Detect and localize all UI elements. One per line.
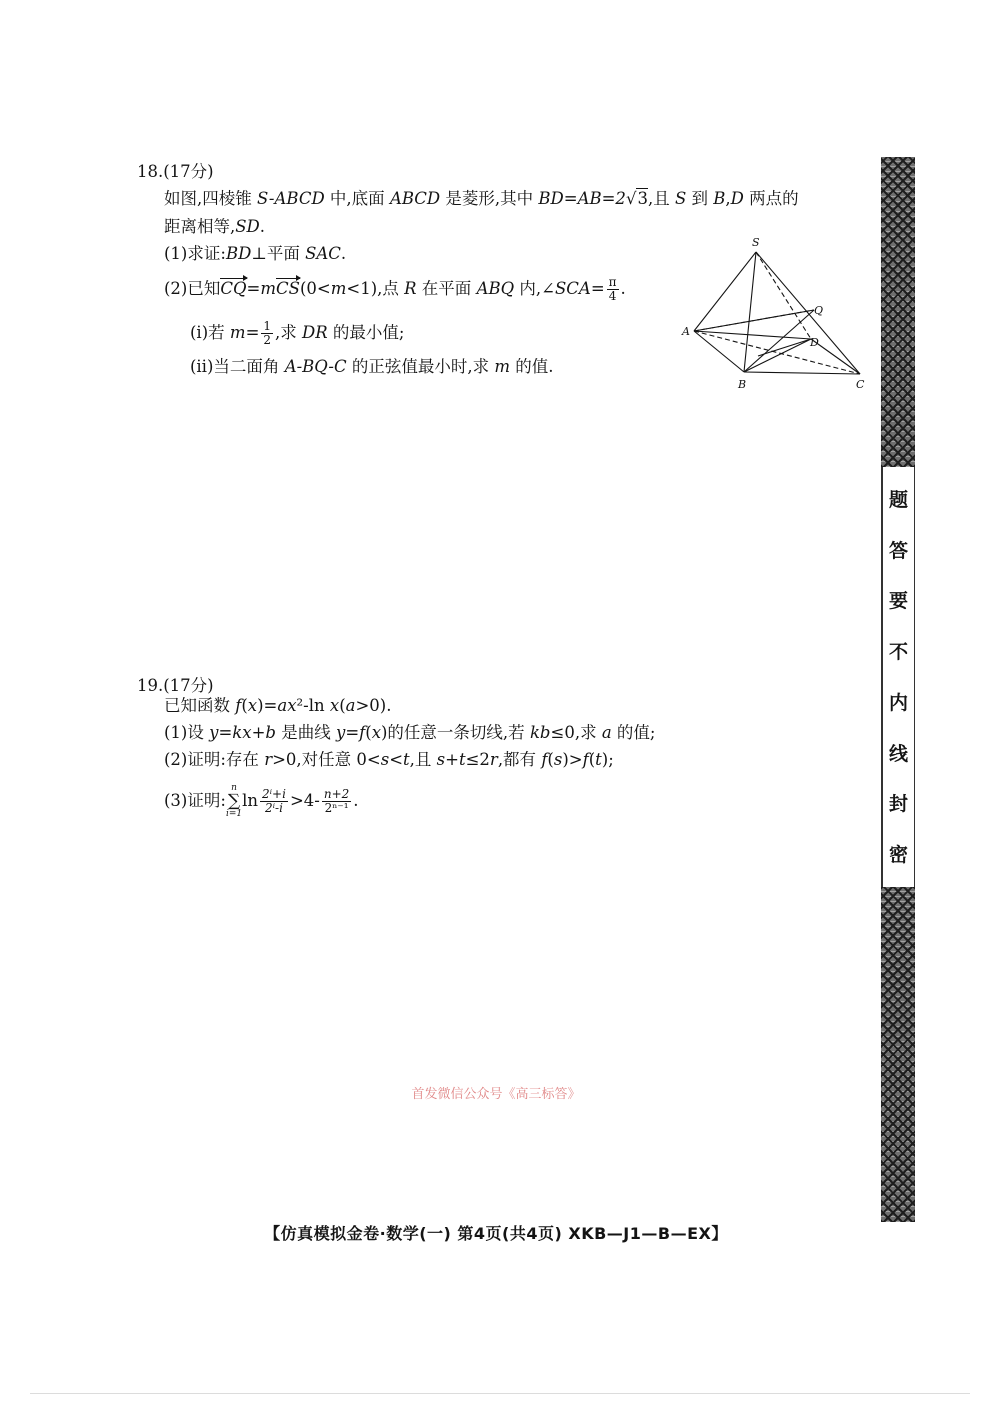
vector-cs: CS bbox=[276, 279, 300, 298]
vector-cq: CQ bbox=[220, 279, 247, 298]
label-d: D bbox=[810, 336, 819, 349]
page-edge-line bbox=[30, 1393, 970, 1394]
binding-warning bbox=[881, 467, 915, 887]
q18-part1: (1)求证:BD⊥平面 SAC. bbox=[164, 244, 347, 263]
binding-char: 内 bbox=[888, 691, 908, 714]
page-footer: 【仿真模拟金卷·数学(一) 第4页(共4页) XKB—J1—B—EX】 bbox=[264, 1224, 728, 1243]
binding-char: 线 bbox=[888, 742, 908, 765]
binding-char: 要 bbox=[888, 590, 908, 613]
q18-part2-ii: (ⅱ)当二面角 A-BQ-C 的正弦值最小时,求 m 的值. bbox=[190, 357, 554, 376]
q19-part2: (2)证明:存在 r>0,对任意 0<s<t,且 s+t≤2r,都有 f(s)>f(t); bbox=[164, 750, 614, 769]
binding-pattern-top bbox=[881, 157, 915, 467]
label-c: C bbox=[856, 378, 865, 391]
label-q: Q bbox=[814, 304, 824, 317]
q19-part1: (1)设 y=kx+b 是曲线 y=f(x)的任意一条切线,若 kb≤0,求 a 的值; bbox=[164, 723, 656, 742]
fraction-rhs: $\frac{n+2}{\text{2ⁿ⁻¹}}$ bbox=[323, 787, 350, 815]
label-a: A bbox=[682, 325, 690, 338]
pyramid-figure bbox=[676, 232, 876, 397]
binding-char: 答 bbox=[888, 539, 908, 562]
binding-char: 题 bbox=[888, 489, 908, 511]
q18-number: 18.(17分) bbox=[137, 162, 214, 181]
q18-part2-i: (ⅰ)若 m= $\frac{1}{2}$ ,求 DR 的最小值; bbox=[190, 319, 405, 347]
q18-part2: (2)已知CQ=mCS(0<m<1),点 R 在平面 ABQ 内,∠SCA= $\frac{\pi}{4}$ . bbox=[164, 275, 626, 303]
q19-part3: (3)证明: n ∑ i=1 ln $\frac{\text{2ⁱ+i}}{\text{2ⁱ-i}}$ >4- $\frac{n+2}{\text{2ⁿ⁻¹}}$ . bbox=[164, 783, 359, 819]
sqrt-sign: √ bbox=[625, 189, 637, 208]
label-s: S bbox=[752, 236, 760, 249]
binding-char: 密 bbox=[888, 843, 908, 866]
q19-stem: 已知函数 f(x)=ax²-ln x(a>0). bbox=[164, 696, 392, 715]
q18-stem-line1: 如图,四棱锥 S-ABCD 中,底面 ABCD 是菱形,其中 BD=AB=2√3,且 S 到 B,D 两点的 bbox=[164, 189, 799, 208]
watermark: 首发微信公众号《高三标答》 bbox=[411, 1087, 581, 1102]
fraction-one-half: $\frac{1}{2}$ bbox=[263, 319, 272, 347]
fraction-pi-over-4: $\frac{\pi}{4}$ bbox=[608, 275, 617, 303]
fraction-log-argument: $\frac{\text{2ⁱ+i}}{\text{2ⁱ-i}}$ bbox=[262, 787, 286, 815]
q19-number: 19.(17分) bbox=[137, 676, 214, 695]
binding-strip bbox=[881, 157, 915, 1222]
label-b: B bbox=[738, 378, 747, 391]
binding-char: 封 bbox=[888, 793, 908, 816]
q18-stem-line2: 距离相等,SD. bbox=[164, 217, 266, 236]
binding-pattern-bottom bbox=[881, 887, 915, 1222]
summation: n ∑ i=1 bbox=[225, 783, 243, 819]
binding-char: 不 bbox=[888, 641, 908, 664]
